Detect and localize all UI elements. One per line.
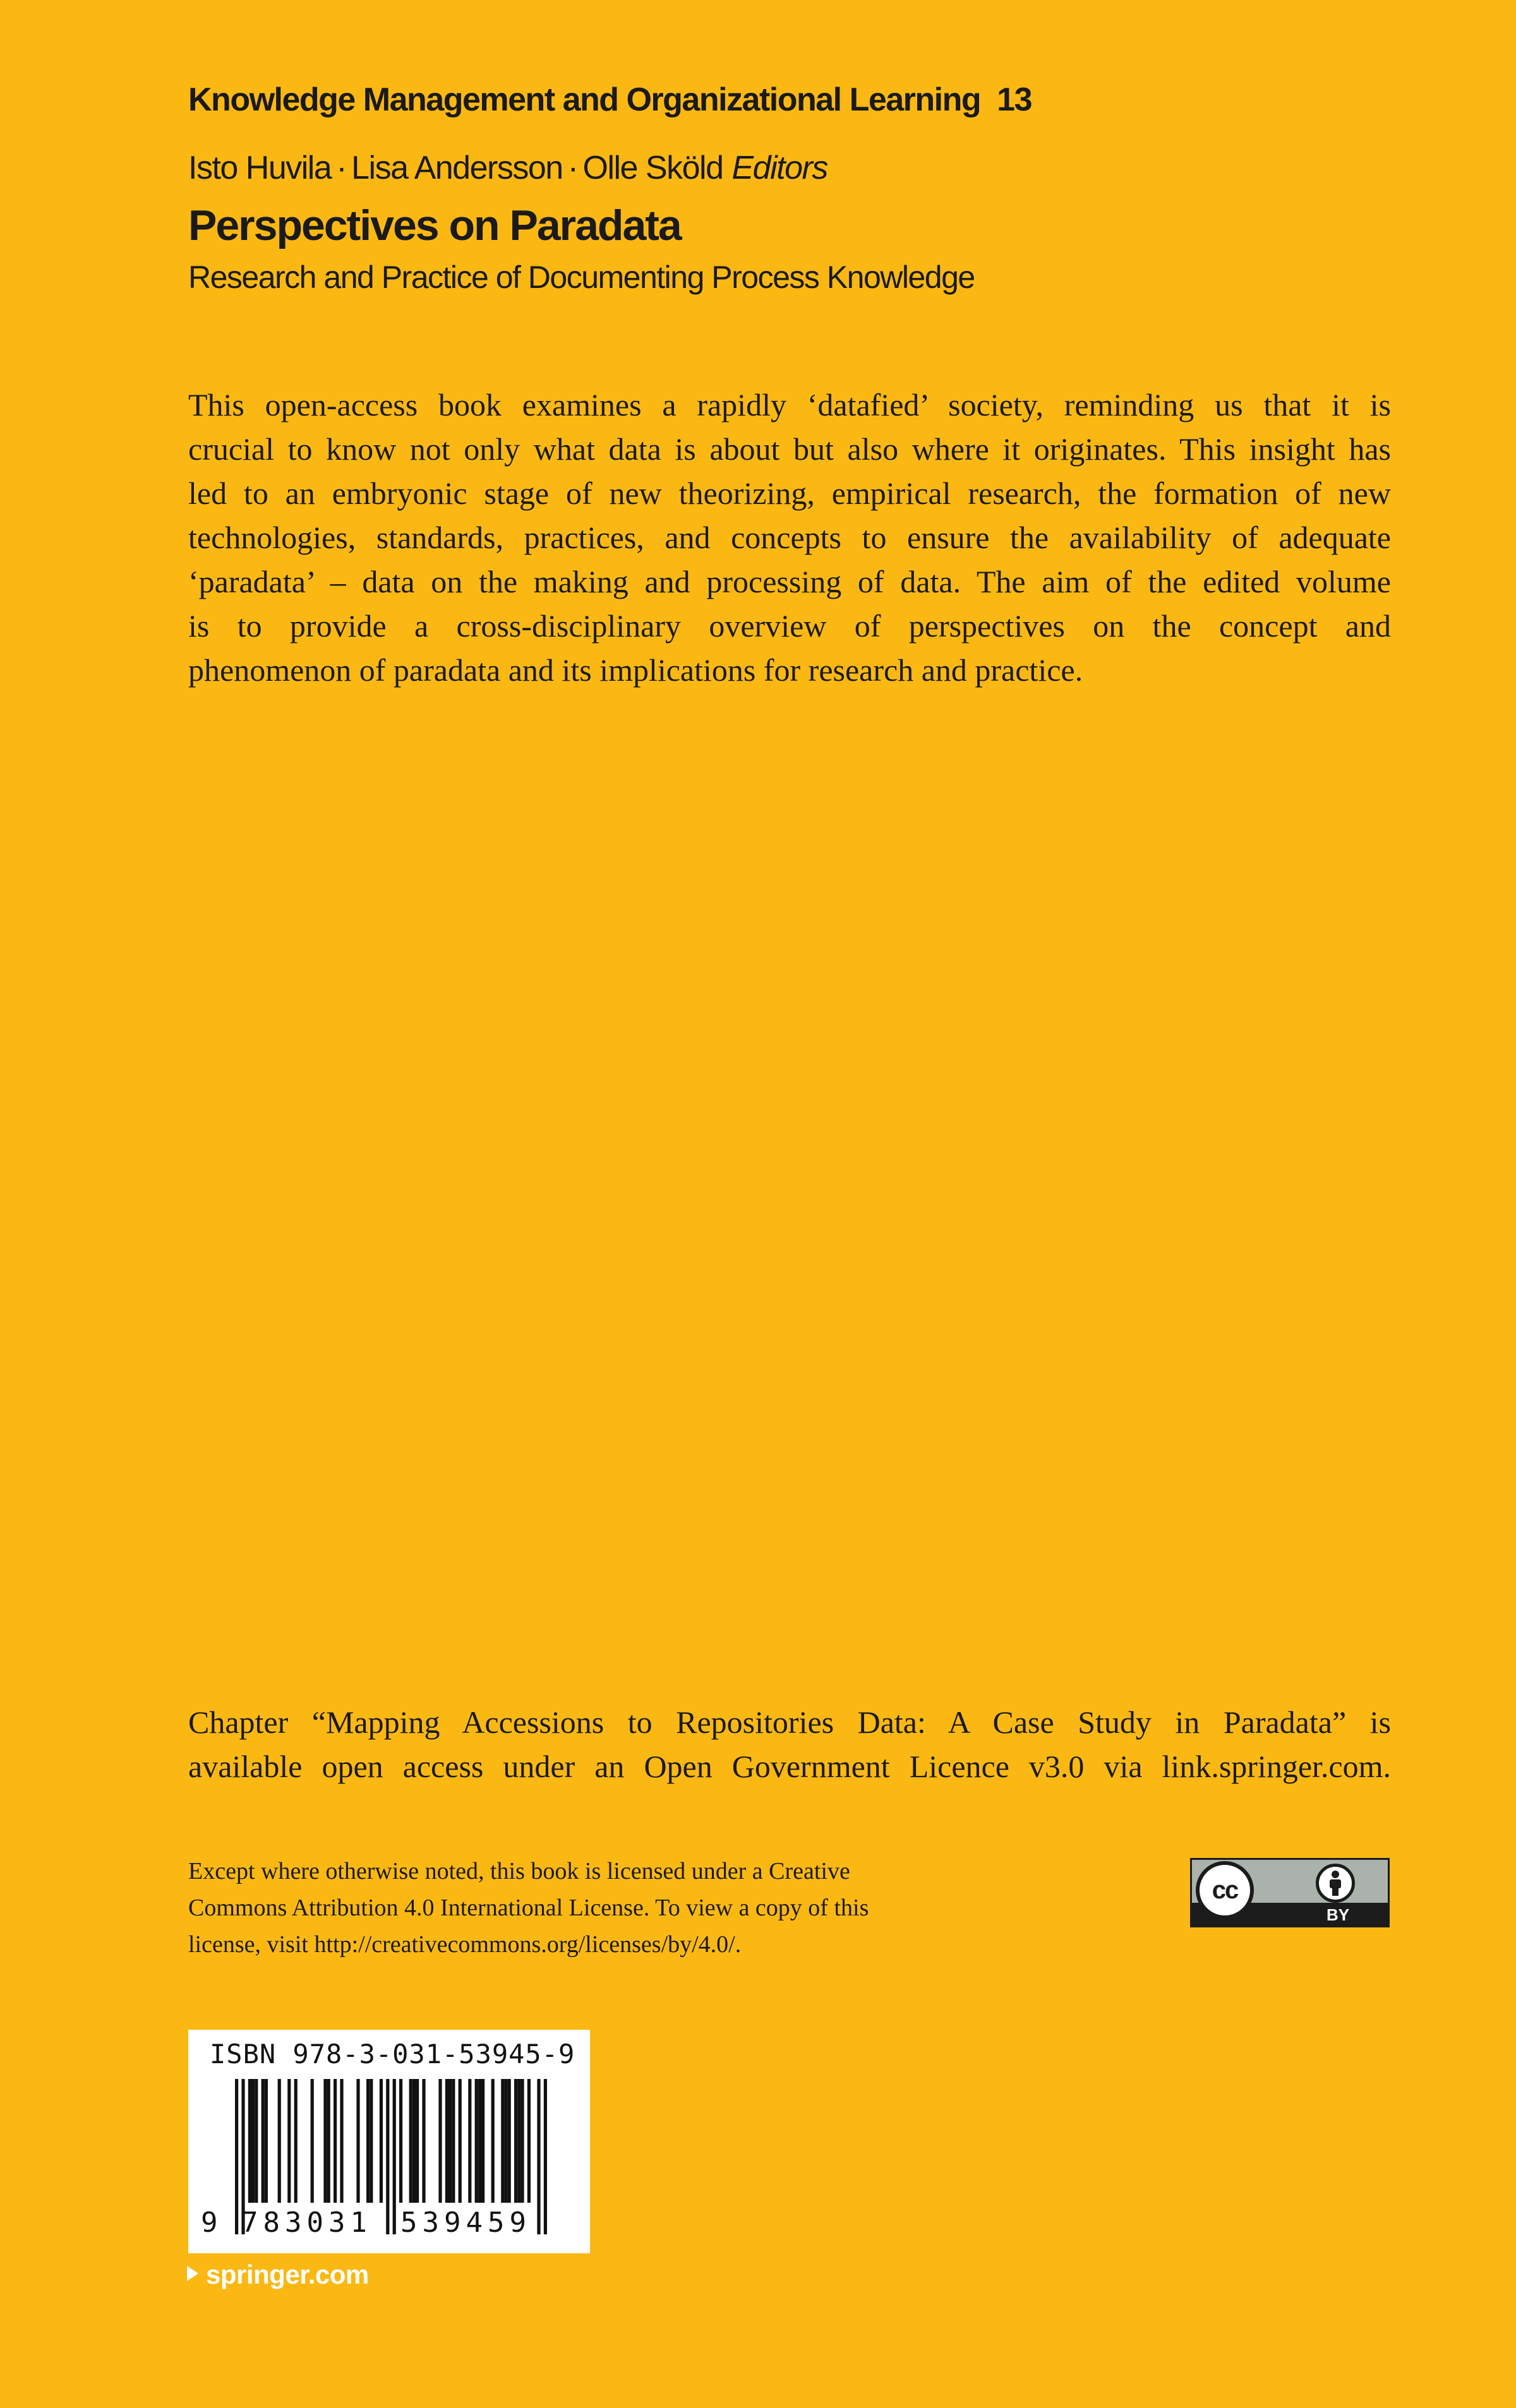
barcode-bar [366,2079,370,2203]
barcode-bar [370,2079,373,2203]
barcode-left-digits: 783031 [241,2207,372,2239]
barcode-bar [416,2079,419,2203]
barcode-bar [248,2079,251,2203]
editor-separator: · [567,150,578,186]
barcode-bar [468,2079,471,2203]
license-line: Except where otherwise noted, this book is licensed under a Creative [188,1858,850,1884]
barcode-bar [262,2079,265,2203]
barcode-bar [251,2079,255,2203]
editor-name: Isto Huvila [188,150,332,186]
series-number: 13 [997,81,1032,118]
editors-line [188,149,827,187]
barcode-bar [380,2079,383,2203]
barcode-bar [409,2079,412,2203]
barcode-bar [475,2079,478,2203]
series-name: Knowledge Management and Organizational Learning [188,81,981,118]
barcode-bar [520,2079,524,2203]
barcode-guard-bar [393,2079,396,2234]
description-line: led to an embryonic stage of new theorizing, empirical research, the formation of new [188,476,1391,511]
barcode-bar [287,2079,291,2203]
barcode-bar [501,2079,504,2203]
barcode-bar [478,2079,481,2203]
barcode-bar [255,2079,258,2203]
barcode-right-digits: 539459 [400,2207,531,2239]
description-line: technologies, standards, practices, and concepts to ensure the availability of adequate [188,520,1391,555]
book-description [188,383,1391,692]
description-line: is to provide a cross-disciplinary overview of perspectives on the concept and [188,608,1391,644]
description-line: This open-access book examines a rapidly ‘datafied’ society, reminding us that it is [188,387,1391,422]
series-title [188,81,1032,119]
barcode-bar [504,2079,507,2203]
description-line: phenomenon of paradata and its implications for research and practice. [188,652,1083,688]
barcode-bar [517,2079,520,2203]
publisher-link[interactable] [187,2260,369,2290]
book-subtitle: Research and Practice of Documenting Process Knowledge [188,260,975,295]
barcode-bar [527,2079,531,2203]
barcode-bar [340,2079,343,2203]
barcode-bar [356,2079,359,2203]
barcode-bar [481,2079,484,2203]
barcode-bar [459,2079,462,2203]
barcode-bar [334,2079,337,2203]
cc-icon: cc [1196,1861,1254,1919]
barcode-bar [412,2079,416,2203]
barcode-bar [438,2079,442,2203]
barcode-bar [278,2079,281,2203]
license-line: license, visit http://creativecommons.org/licenses/by/4.0/. [188,1931,742,1958]
chapter-open-access-note [188,1700,1391,1788]
barcode-bar [508,2079,511,2203]
license-statement [188,1853,1022,1963]
barcode-guard-bar [537,2079,540,2234]
editor-separator: · [336,150,347,186]
barcode-guard-bar [544,2079,547,2234]
by-label: BY [1326,1905,1350,1924]
barcode-bar [445,2079,448,2203]
description-line: ‘paradata’ – data on the making and processing of data. The aim of the edited volume [188,564,1391,599]
editor-name: Lisa Andersson [351,150,563,186]
cc-by-license-icon [1190,1858,1390,1927]
description-line: crucial to know not only what data is about but also where it originates. This insight has [188,431,1391,467]
barcode-bar [294,2079,298,2203]
play-arrow-icon [187,2266,198,2281]
license-line: Commons Attribution 4.0 International License. To view a copy of this [188,1895,869,1921]
barcode-bar [265,2079,268,2203]
barcode-bar [448,2079,452,2203]
barcode-bar [422,2079,425,2203]
barcode-bar [327,2079,330,2203]
barcode-guard-bar [235,2079,238,2234]
barcode-bar [323,2079,327,2203]
isbn-barcode [188,2030,590,2253]
editors-role: Editors [731,150,827,186]
chapter-note-line: available open access under an Open Government Licence v3.0 via link.springer.com. [188,1749,1391,1784]
attribution-person-icon [1316,1864,1355,1903]
editor-name: Olle Sköld [582,150,723,186]
chapter-note-line: Chapter “Mapping Accessions to Repositories Data: A Case Study in Paradata” is [188,1704,1391,1740]
barcode-bar [514,2079,517,2203]
barcode-guard-bar [386,2079,389,2234]
isbn-number: ISBN 978-3-031-53945-9 [210,2039,575,2070]
publisher-link-text: springer.com [206,2260,369,2289]
book-title: Perspectives on Paradata [188,201,681,249]
barcode-bar [452,2079,455,2203]
barcode-bar [491,2079,495,2203]
barcode-bar [311,2079,314,2203]
barcode-bar [399,2079,402,2203]
barcode-first-digit: 9 [201,2207,218,2239]
